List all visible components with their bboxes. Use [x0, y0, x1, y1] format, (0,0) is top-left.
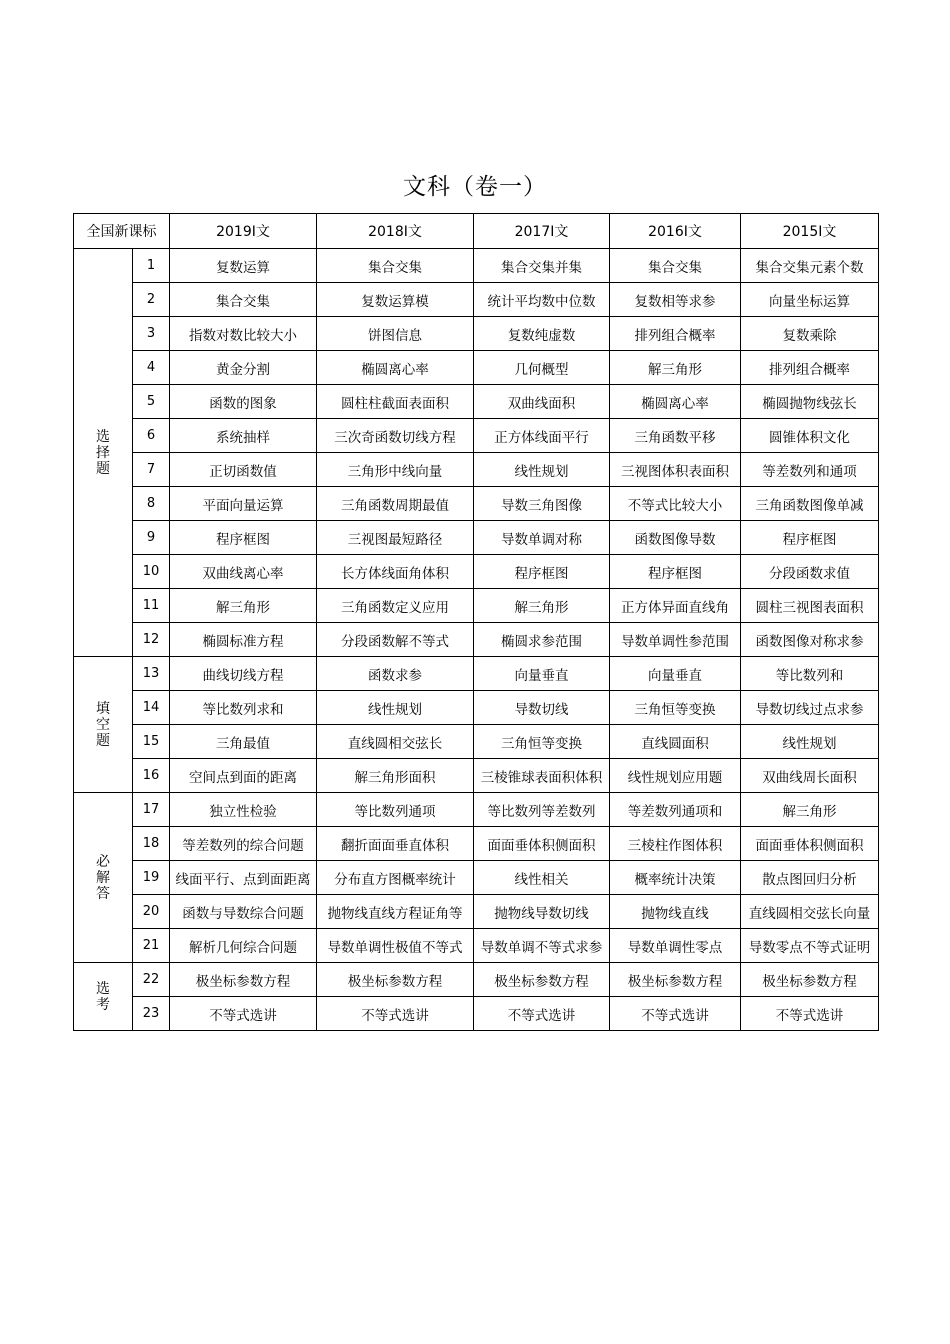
topic-cell: 等比数列和 — [741, 657, 879, 691]
topic-cell: 函数的图象 — [170, 385, 317, 419]
topic-cell: 几何概型 — [474, 351, 610, 385]
topic-cell: 复数纯虚数 — [474, 317, 610, 351]
topic-cell: 直线圆相交弦长向量 — [741, 895, 879, 929]
topic-cell: 解三角形 — [610, 351, 741, 385]
table-row — [74, 589, 879, 623]
topic-cell: 程序框图 — [474, 555, 610, 589]
topic-cell: 正切函数值 — [170, 453, 317, 487]
section-label-text: 选择题 — [96, 428, 110, 477]
topic-cell: 导数切线 — [474, 691, 610, 725]
question-number: 11 — [133, 589, 170, 623]
topic-cell: 三角函数定义应用 — [317, 589, 474, 623]
topic-cell: 系统抽样 — [170, 419, 317, 453]
topic-cell: 分段函数解不等式 — [317, 623, 474, 657]
table-row — [74, 963, 879, 997]
topic-cell: 抛物线直线 — [610, 895, 741, 929]
topic-cell: 椭圆求参范围 — [474, 623, 610, 657]
topic-cell: 函数与导数综合问题 — [170, 895, 317, 929]
section-label-text: 选考 — [96, 980, 110, 1013]
topic-cell: 排列组合概率 — [741, 351, 879, 385]
topic-cell: 面面垂体积侧面积 — [474, 827, 610, 861]
table-row — [74, 827, 879, 861]
topic-cell: 集合交集 — [170, 283, 317, 317]
exam-topic-table — [73, 213, 879, 1031]
table-row — [74, 317, 879, 351]
topic-cell: 散点图回归分析 — [741, 861, 879, 895]
topic-cell: 复数运算模 — [317, 283, 474, 317]
section-label — [74, 657, 133, 793]
year-header-2017: 2017Ⅰ文 — [474, 214, 610, 249]
topic-cell: 椭圆抛物线弦长 — [741, 385, 879, 419]
question-number: 20 — [133, 895, 170, 929]
year-header-2015: 2015Ⅰ文 — [741, 214, 879, 249]
topic-cell: 抛物线直线方程证角等 — [317, 895, 474, 929]
section-label — [74, 793, 133, 963]
topic-cell: 饼图信息 — [317, 317, 474, 351]
topic-cell: 导数单调性极值不等式 — [317, 929, 474, 963]
topic-cell: 解三角形 — [170, 589, 317, 623]
table-row — [74, 453, 879, 487]
topic-cell: 直线圆面积 — [610, 725, 741, 759]
topic-cell: 集合交集并集 — [474, 249, 610, 283]
topic-cell: 解三角形面积 — [317, 759, 474, 793]
header-row — [74, 214, 879, 249]
question-number: 15 — [133, 725, 170, 759]
topic-cell: 分布直方图概率统计 — [317, 861, 474, 895]
topic-cell: 正方体异面直线角 — [610, 589, 741, 623]
year-header-2019: 2019Ⅰ文 — [170, 214, 317, 249]
topic-cell: 不等式选讲 — [741, 997, 879, 1031]
topic-cell: 导数切线过点求参 — [741, 691, 879, 725]
topic-cell: 等比数列求和 — [170, 691, 317, 725]
topic-cell: 线面平行、点到面距离 — [170, 861, 317, 895]
topic-cell: 程序框图 — [741, 521, 879, 555]
topic-cell: 概率统计决策 — [610, 861, 741, 895]
topic-cell: 极坐标参数方程 — [317, 963, 474, 997]
table-row — [74, 419, 879, 453]
topic-cell: 双曲线离心率 — [170, 555, 317, 589]
topic-cell: 椭圆标准方程 — [170, 623, 317, 657]
table-row — [74, 521, 879, 555]
question-number: 19 — [133, 861, 170, 895]
topic-cell: 不等式选讲 — [170, 997, 317, 1031]
section-label — [74, 249, 133, 657]
question-number: 12 — [133, 623, 170, 657]
page-title: 文科（卷一） — [403, 174, 547, 200]
topic-cell: 程序框图 — [170, 521, 317, 555]
topic-cell: 长方体线面角体积 — [317, 555, 474, 589]
topic-cell: 椭圆离心率 — [317, 351, 474, 385]
topic-cell: 三角恒等变换 — [610, 691, 741, 725]
question-number: 17 — [133, 793, 170, 827]
topic-cell: 等比数列等差数列 — [474, 793, 610, 827]
topic-cell: 三角恒等变换 — [474, 725, 610, 759]
header-label: 全国新课标 — [74, 214, 170, 249]
topic-cell: 平面向量运算 — [170, 487, 317, 521]
question-number: 16 — [133, 759, 170, 793]
topic-cell: 等比数列通项 — [317, 793, 474, 827]
section-label-text: 必解答 — [96, 853, 110, 902]
topic-cell: 线性规划 — [474, 453, 610, 487]
question-number: 13 — [133, 657, 170, 691]
topic-cell: 圆柱柱截面表面积 — [317, 385, 474, 419]
topic-cell: 线性规划 — [741, 725, 879, 759]
question-number: 9 — [133, 521, 170, 555]
topic-cell: 抛物线导数切线 — [474, 895, 610, 929]
topic-cell: 线性规划 — [317, 691, 474, 725]
year-header-2018: 2018Ⅰ文 — [317, 214, 474, 249]
topic-cell: 导数三角图像 — [474, 487, 610, 521]
table-row — [74, 351, 879, 385]
topic-cell: 翻折面面垂直体积 — [317, 827, 474, 861]
topic-cell: 双曲线周长面积 — [741, 759, 879, 793]
topic-cell: 集合交集元素个数 — [741, 249, 879, 283]
topic-cell: 排列组合概率 — [610, 317, 741, 351]
topic-cell: 三棱锥球表面积体积 — [474, 759, 610, 793]
table-row — [74, 385, 879, 419]
table-row — [74, 691, 879, 725]
topic-cell: 三角函数图像单减 — [741, 487, 879, 521]
topic-cell: 函数图像对称求参 — [741, 623, 879, 657]
question-number: 23 — [133, 997, 170, 1031]
question-number: 1 — [133, 249, 170, 283]
topic-cell: 三棱柱作图体积 — [610, 827, 741, 861]
topic-cell: 复数乘除 — [741, 317, 879, 351]
topic-cell: 复数相等求参 — [610, 283, 741, 317]
table-row — [74, 861, 879, 895]
question-number: 3 — [133, 317, 170, 351]
topic-cell: 极坐标参数方程 — [170, 963, 317, 997]
topic-cell: 复数运算 — [170, 249, 317, 283]
topic-cell: 黄金分割 — [170, 351, 317, 385]
topic-cell: 解三角形 — [741, 793, 879, 827]
question-number: 14 — [133, 691, 170, 725]
section-label — [74, 963, 133, 1031]
question-number: 21 — [133, 929, 170, 963]
topic-cell: 等差数列通项和 — [610, 793, 741, 827]
question-number: 10 — [133, 555, 170, 589]
topic-cell: 解三角形 — [474, 589, 610, 623]
topic-cell: 程序框图 — [610, 555, 741, 589]
topic-cell: 圆锥体积文化 — [741, 419, 879, 453]
topic-cell: 函数图像导数 — [610, 521, 741, 555]
topic-cell: 不等式选讲 — [474, 997, 610, 1031]
topic-cell: 指数对数比较大小 — [170, 317, 317, 351]
section-label-text: 填空题 — [96, 700, 110, 749]
question-number: 18 — [133, 827, 170, 861]
topic-cell: 导数零点不等式证明 — [741, 929, 879, 963]
table-row — [74, 487, 879, 521]
topic-cell: 双曲线面积 — [474, 385, 610, 419]
table-row — [74, 283, 879, 317]
topic-cell: 三视图体积表面积 — [610, 453, 741, 487]
topic-cell: 独立性检验 — [170, 793, 317, 827]
topic-cell: 分段函数求值 — [741, 555, 879, 589]
topic-cell: 三角函数平移 — [610, 419, 741, 453]
question-number: 2 — [133, 283, 170, 317]
table-row — [74, 555, 879, 589]
topic-cell: 极坐标参数方程 — [474, 963, 610, 997]
table-row — [74, 759, 879, 793]
topic-cell: 向量垂直 — [474, 657, 610, 691]
table-row — [74, 249, 879, 283]
topic-cell: 导数单调不等式求参 — [474, 929, 610, 963]
table-row — [74, 997, 879, 1031]
table-row — [74, 793, 879, 827]
table-row — [74, 657, 879, 691]
topic-cell: 集合交集 — [317, 249, 474, 283]
question-number: 4 — [133, 351, 170, 385]
topic-cell: 面面垂体积侧面积 — [741, 827, 879, 861]
topic-cell: 极坐标参数方程 — [610, 963, 741, 997]
topic-cell: 不等式选讲 — [317, 997, 474, 1031]
topic-cell: 向量坐标运算 — [741, 283, 879, 317]
topic-cell: 圆柱三视图表面积 — [741, 589, 879, 623]
topic-cell: 等差数列和通项 — [741, 453, 879, 487]
topic-cell: 椭圆离心率 — [610, 385, 741, 419]
topic-cell: 解析几何综合问题 — [170, 929, 317, 963]
topic-cell: 导数单调对称 — [474, 521, 610, 555]
topic-cell: 三角函数周期最值 — [317, 487, 474, 521]
table-row — [74, 929, 879, 963]
topic-cell: 三视图最短路径 — [317, 521, 474, 555]
topic-cell: 导数单调性参范围 — [610, 623, 741, 657]
topic-cell: 空间点到面的距离 — [170, 759, 317, 793]
topic-cell: 不等式比较大小 — [610, 487, 741, 521]
table-row — [74, 623, 879, 657]
topic-cell: 导数单调性零点 — [610, 929, 741, 963]
topic-cell: 曲线切线方程 — [170, 657, 317, 691]
topic-cell: 极坐标参数方程 — [741, 963, 879, 997]
topic-cell: 正方体线面平行 — [474, 419, 610, 453]
table-row — [74, 895, 879, 929]
topic-cell: 等差数列的综合问题 — [170, 827, 317, 861]
topic-cell: 统计平均数中位数 — [474, 283, 610, 317]
topic-cell: 不等式选讲 — [610, 997, 741, 1031]
question-number: 7 — [133, 453, 170, 487]
question-number: 5 — [133, 385, 170, 419]
topic-cell: 直线圆相交弦长 — [317, 725, 474, 759]
topic-cell: 三角最值 — [170, 725, 317, 759]
topic-cell: 集合交集 — [610, 249, 741, 283]
question-number: 6 — [133, 419, 170, 453]
topic-cell: 函数求参 — [317, 657, 474, 691]
topic-cell: 三次奇函数切线方程 — [317, 419, 474, 453]
question-number: 8 — [133, 487, 170, 521]
table-row — [74, 725, 879, 759]
topic-cell: 线性相关 — [474, 861, 610, 895]
topic-cell: 三角形中线向量 — [317, 453, 474, 487]
year-header-2016: 2016Ⅰ文 — [610, 214, 741, 249]
topic-cell: 向量垂直 — [610, 657, 741, 691]
question-number: 22 — [133, 963, 170, 997]
topic-cell: 线性规划应用题 — [610, 759, 741, 793]
